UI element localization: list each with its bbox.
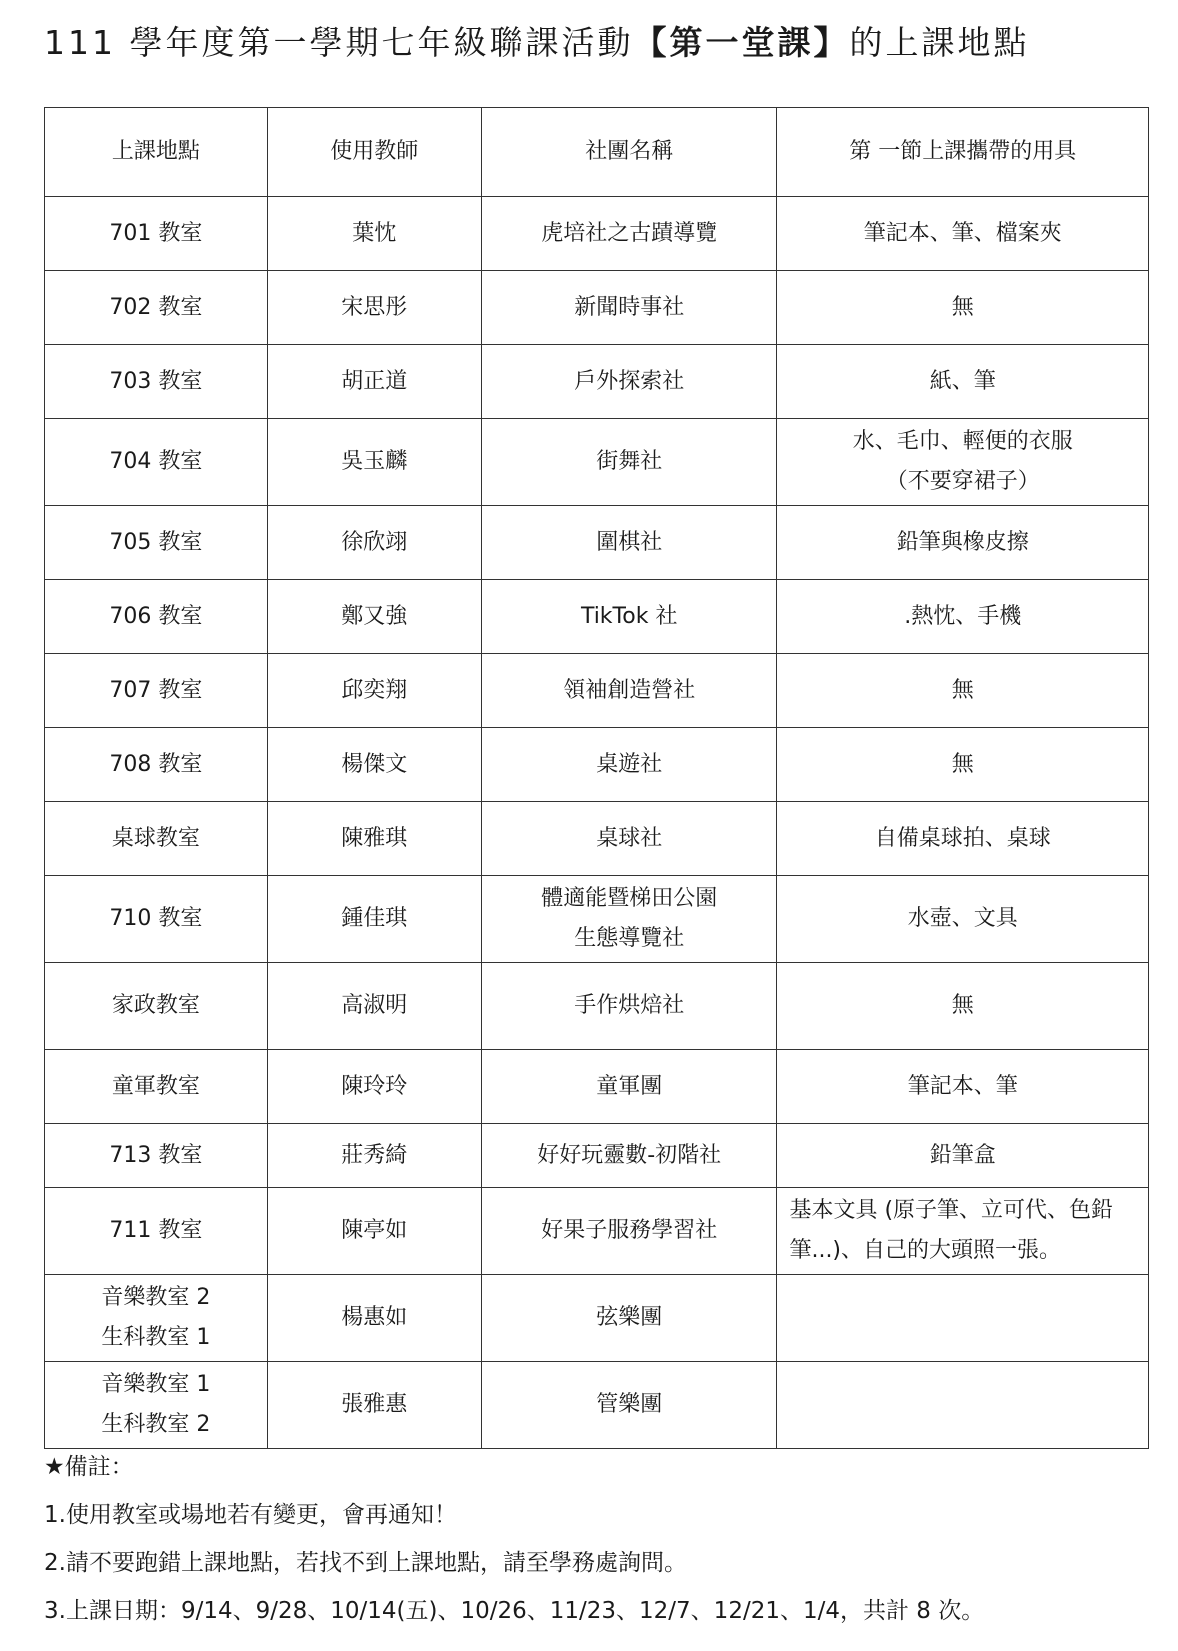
table-row	[45, 506, 1149, 580]
cell-teacher: 鍾佳琪	[267, 876, 481, 963]
schedule-table	[44, 107, 1149, 1449]
cell-items: 無	[777, 271, 1149, 345]
cell-teacher: 陳雅琪	[267, 802, 481, 876]
cell-club: 圍棋社	[481, 506, 777, 580]
cell-location: 702 教室	[45, 271, 268, 345]
title-suffix: 的上課地點	[849, 23, 1030, 62]
table-row	[45, 345, 1149, 419]
cell-items: 鉛筆與橡皮擦	[777, 506, 1149, 580]
cell-items: 筆記本、筆	[777, 1050, 1149, 1124]
cell-teacher: 楊傑文	[267, 728, 481, 802]
table-row	[45, 1124, 1149, 1188]
cell-location	[45, 1275, 268, 1362]
cell-location: 711 教室	[45, 1188, 268, 1275]
table-row	[45, 963, 1149, 1050]
cell-items: 鉛筆盒	[777, 1124, 1149, 1188]
cell-items-line2: （不要穿裙子）	[885, 469, 1040, 494]
cell-items: 紙、筆	[777, 345, 1149, 419]
cell-location: 708 教室	[45, 728, 268, 802]
cell-items: 自備桌球拍、桌球	[777, 802, 1149, 876]
notes-heading: ★備註：	[44, 1454, 134, 1480]
table-row	[45, 728, 1149, 802]
cell-club: 戶外探索社	[481, 345, 777, 419]
header-club: 社團名稱	[481, 108, 777, 197]
cell-teacher: 邱奕翔	[267, 654, 481, 728]
cell-club-line1: 體適能暨梯田公園	[541, 886, 718, 911]
table-row	[45, 580, 1149, 654]
table-row	[45, 1188, 1149, 1275]
table-row	[45, 419, 1149, 506]
cell-club: 手作烘焙社	[481, 963, 777, 1050]
cell-location: 童軍教室	[45, 1050, 268, 1124]
note-item: 2.請不要跑錯上課地點，若找不到上課地點，請至學務處詢問。	[44, 1550, 687, 1576]
cell-location-line1: 音樂教室 1	[101, 1372, 211, 1397]
cell-teacher: 陳玲玲	[267, 1050, 481, 1124]
cell-club	[481, 876, 777, 963]
cell-location: 704 教室	[45, 419, 268, 506]
header-items: 第 一節上課攜帶的用具	[777, 108, 1149, 197]
cell-club: 領袖創造營社	[481, 654, 777, 728]
cell-teacher: 張雅惠	[267, 1362, 481, 1449]
cell-items: .熱忱、手機	[777, 580, 1149, 654]
cell-items	[777, 1275, 1149, 1362]
cell-club: 桌球社	[481, 802, 777, 876]
cell-location: 705 教室	[45, 506, 268, 580]
cell-club: TikTok 社	[481, 580, 777, 654]
cell-teacher: 吳玉麟	[267, 419, 481, 506]
cell-items	[777, 1362, 1149, 1449]
table-row	[45, 876, 1149, 963]
cell-location: 家政教室	[45, 963, 268, 1050]
table-row	[45, 271, 1149, 345]
cell-location-line2: 生科教室 2	[101, 1412, 211, 1437]
note-item: 3.上課日期：9/14、9/28、10/14(五)、10/26、11/23、12/7、12/21、1/4，共計 8 次。	[44, 1598, 985, 1624]
cell-location	[45, 1362, 268, 1449]
cell-location: 710 教室	[45, 876, 268, 963]
cell-items: 無	[777, 963, 1149, 1050]
cell-club-line2: 生態導覽社	[574, 926, 685, 951]
cell-location: 桌球教室	[45, 802, 268, 876]
cell-club: 新聞時事社	[481, 271, 777, 345]
header-teacher: 使用教師	[267, 108, 481, 197]
table-row	[45, 1275, 1149, 1362]
title-emphasis: 【第一堂課】	[633, 23, 850, 62]
cell-teacher: 鄭又強	[267, 580, 481, 654]
cell-club: 好好玩靈數-初階社	[481, 1124, 777, 1188]
cell-items: 水壺、文具	[777, 876, 1149, 963]
cell-location-line1: 音樂教室 2	[101, 1285, 211, 1310]
table-row	[45, 1050, 1149, 1124]
cell-location-line2: 生科教室 1	[101, 1325, 211, 1350]
note-item: 1.使用教室或場地若有變更，會再通知！	[44, 1502, 457, 1528]
cell-club: 好果子服務學習社	[481, 1188, 777, 1275]
cell-items	[777, 419, 1149, 506]
cell-teacher: 陳亭如	[267, 1188, 481, 1275]
cell-items-line2: 筆...)、自己的大頭照一張。	[789, 1238, 1062, 1263]
cell-club: 管樂團	[481, 1362, 777, 1449]
cell-items: 無	[777, 654, 1149, 728]
cell-teacher: 莊秀綺	[267, 1124, 481, 1188]
header-location: 上課地點	[45, 108, 268, 197]
title-prefix: 111 學年度第一學期七年級聯課活動	[44, 23, 634, 62]
table-row	[45, 197, 1149, 271]
cell-club: 街舞社	[481, 419, 777, 506]
cell-items	[777, 1188, 1149, 1275]
cell-location: 706 教室	[45, 580, 268, 654]
cell-items-line1: 基本文具 (原子筆、立可代、色鉛	[789, 1198, 1114, 1223]
table-row	[45, 654, 1149, 728]
cell-teacher: 葉忱	[267, 197, 481, 271]
cell-club: 弦樂團	[481, 1275, 777, 1362]
notes-section	[44, 1443, 984, 1635]
cell-teacher: 胡正道	[267, 345, 481, 419]
cell-items: 無	[777, 728, 1149, 802]
cell-location: 713 教室	[45, 1124, 268, 1188]
page-title	[44, 18, 1029, 68]
cell-club: 虎培社之古蹟導覽	[481, 197, 777, 271]
cell-location: 701 教室	[45, 197, 268, 271]
cell-location: 707 教室	[45, 654, 268, 728]
cell-location: 703 教室	[45, 345, 268, 419]
cell-items-line1: 水、毛巾、輕便的衣服	[852, 429, 1073, 454]
cell-teacher: 楊惠如	[267, 1275, 481, 1362]
table-header-row	[45, 108, 1149, 197]
cell-teacher: 宋思彤	[267, 271, 481, 345]
cell-club: 桌遊社	[481, 728, 777, 802]
table-row	[45, 802, 1149, 876]
table-row	[45, 1362, 1149, 1449]
cell-items: 筆記本、筆、檔案夾	[777, 197, 1149, 271]
cell-club: 童軍團	[481, 1050, 777, 1124]
cell-teacher: 徐欣翊	[267, 506, 481, 580]
cell-teacher: 高淑明	[267, 963, 481, 1050]
